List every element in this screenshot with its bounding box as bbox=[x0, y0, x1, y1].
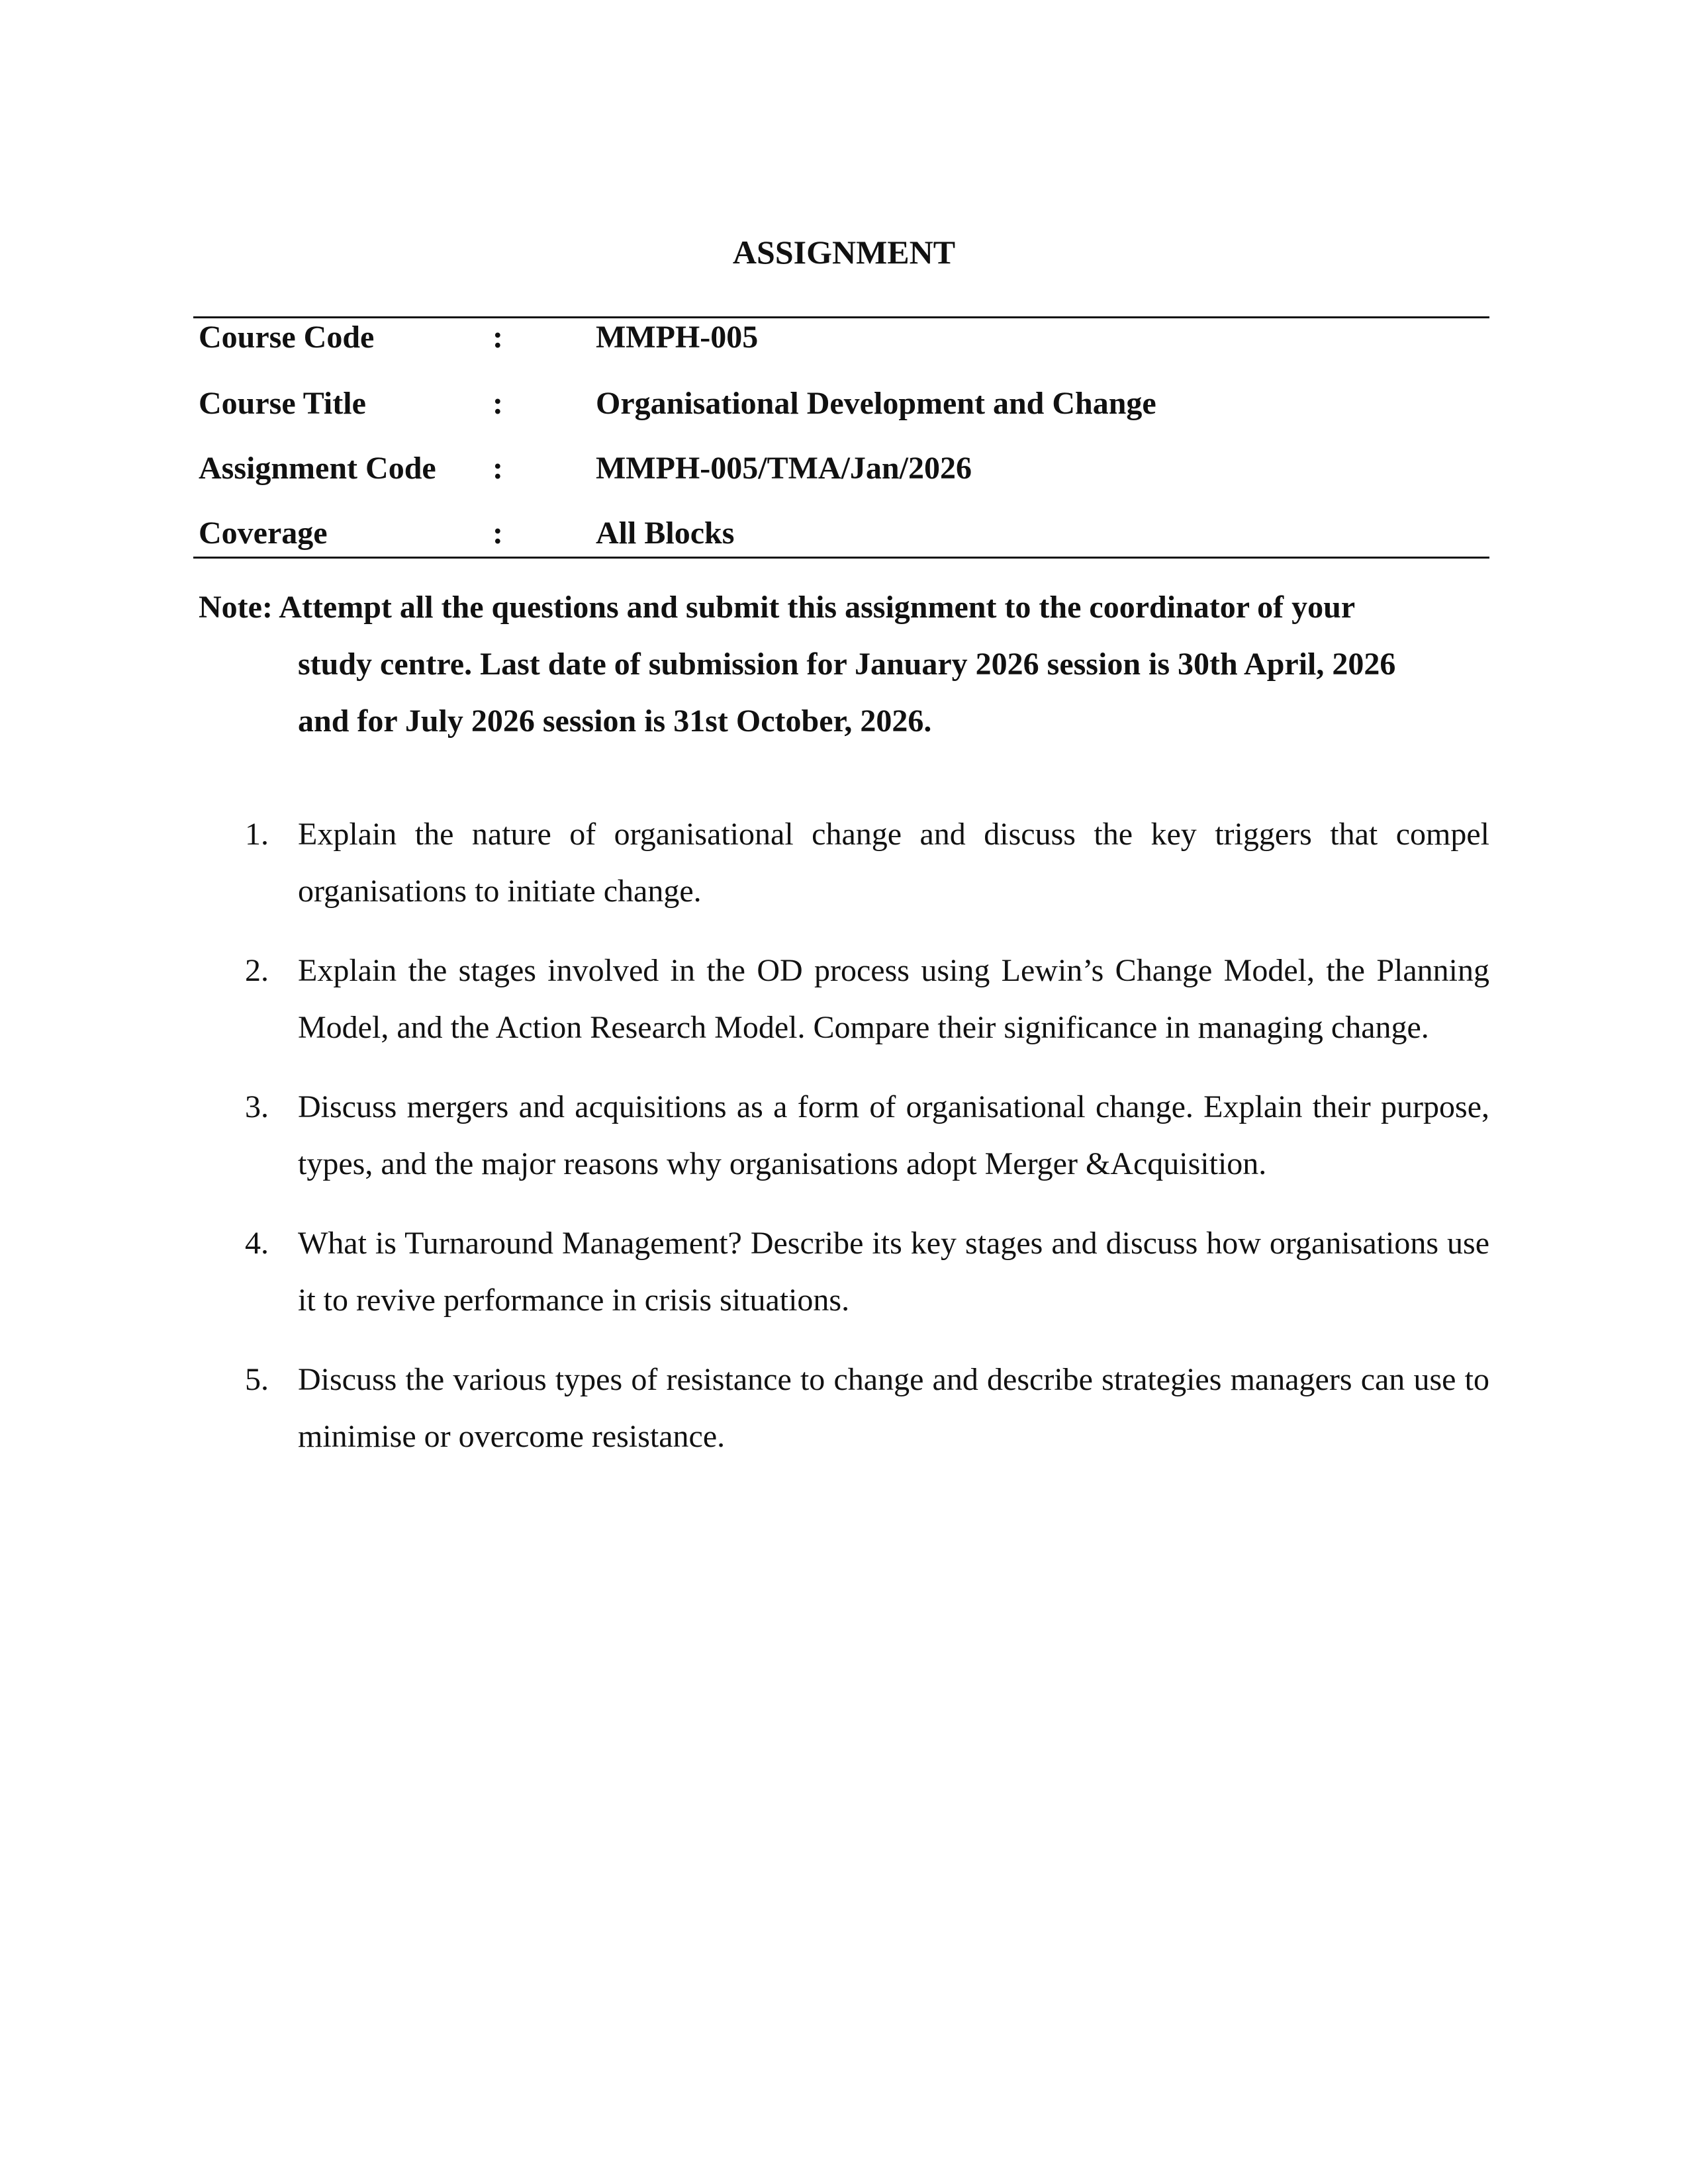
question-item bbox=[199, 942, 1489, 1056]
assignment-code-row bbox=[199, 442, 1489, 495]
course-title-value: Organisational Development and Change bbox=[596, 386, 1156, 421]
coverage-value: All Blocks bbox=[596, 516, 735, 551]
question-list bbox=[199, 806, 1489, 1488]
question-number: 2. bbox=[245, 953, 269, 988]
assignment-code-value: MMPH-005/TMA/Jan/2026 bbox=[596, 451, 972, 486]
question-item bbox=[199, 1351, 1489, 1465]
question-number: 5. bbox=[245, 1362, 269, 1397]
assignment-code-label: Assignment Code bbox=[199, 451, 436, 486]
question-text: Discuss the various types of resistance to change and describe strategies managers can use to minimise or overcome resistance. bbox=[298, 1362, 1489, 1454]
question-item bbox=[199, 1079, 1489, 1193]
coverage-colon: : bbox=[492, 516, 503, 551]
question-text: What is Turnaround Management? Describe its key stages and discuss how organisations use it to revive performance in crisis situations. bbox=[298, 1226, 1489, 1318]
note-line-1: Note: Attempt all the questions and submit this assignment to the coordinator of your bbox=[199, 590, 1356, 625]
question-text: Discuss mergers and acquisitions as a form of organisational change. Explain their purpose, types, and the major reasons why organisations adopt Merger &Acquisition. bbox=[298, 1089, 1489, 1181]
course-title-label: Course Title bbox=[199, 386, 366, 421]
note-line-2: study centre. Last date of submission for January 2026 session is 30th April, 2026 bbox=[298, 647, 1396, 682]
course-code-row bbox=[199, 311, 1489, 364]
question-item bbox=[199, 1215, 1489, 1329]
page-title: ASSIGNMENT bbox=[732, 234, 956, 271]
course-code-label: Course Code bbox=[199, 320, 375, 355]
question-item bbox=[199, 806, 1489, 920]
question-text: Explain the stages involved in the OD process using Lewin’s Change Model, the Planning Model, and the Action Research Model. Compare their significance in managing change. bbox=[298, 953, 1489, 1045]
question-number: 3. bbox=[245, 1089, 269, 1124]
course-title-colon: : bbox=[492, 386, 503, 421]
course-code-colon: : bbox=[492, 320, 503, 355]
header-rule-bottom bbox=[193, 557, 1489, 559]
note-line-3: and for July 2026 session is 31st October, 2026. bbox=[298, 704, 932, 739]
course-title-row bbox=[199, 377, 1489, 430]
coverage-label: Coverage bbox=[199, 516, 328, 551]
course-code-value: MMPH-005 bbox=[596, 320, 759, 355]
question-number: 4. bbox=[245, 1226, 269, 1261]
submission-note bbox=[199, 579, 1489, 750]
assignment-code-colon: : bbox=[492, 451, 503, 486]
question-number: 1. bbox=[245, 817, 269, 852]
question-text: Explain the nature of organisational change and discuss the key triggers that compel organisations to initiate change. bbox=[298, 817, 1489, 909]
coverage-row bbox=[199, 507, 1489, 560]
